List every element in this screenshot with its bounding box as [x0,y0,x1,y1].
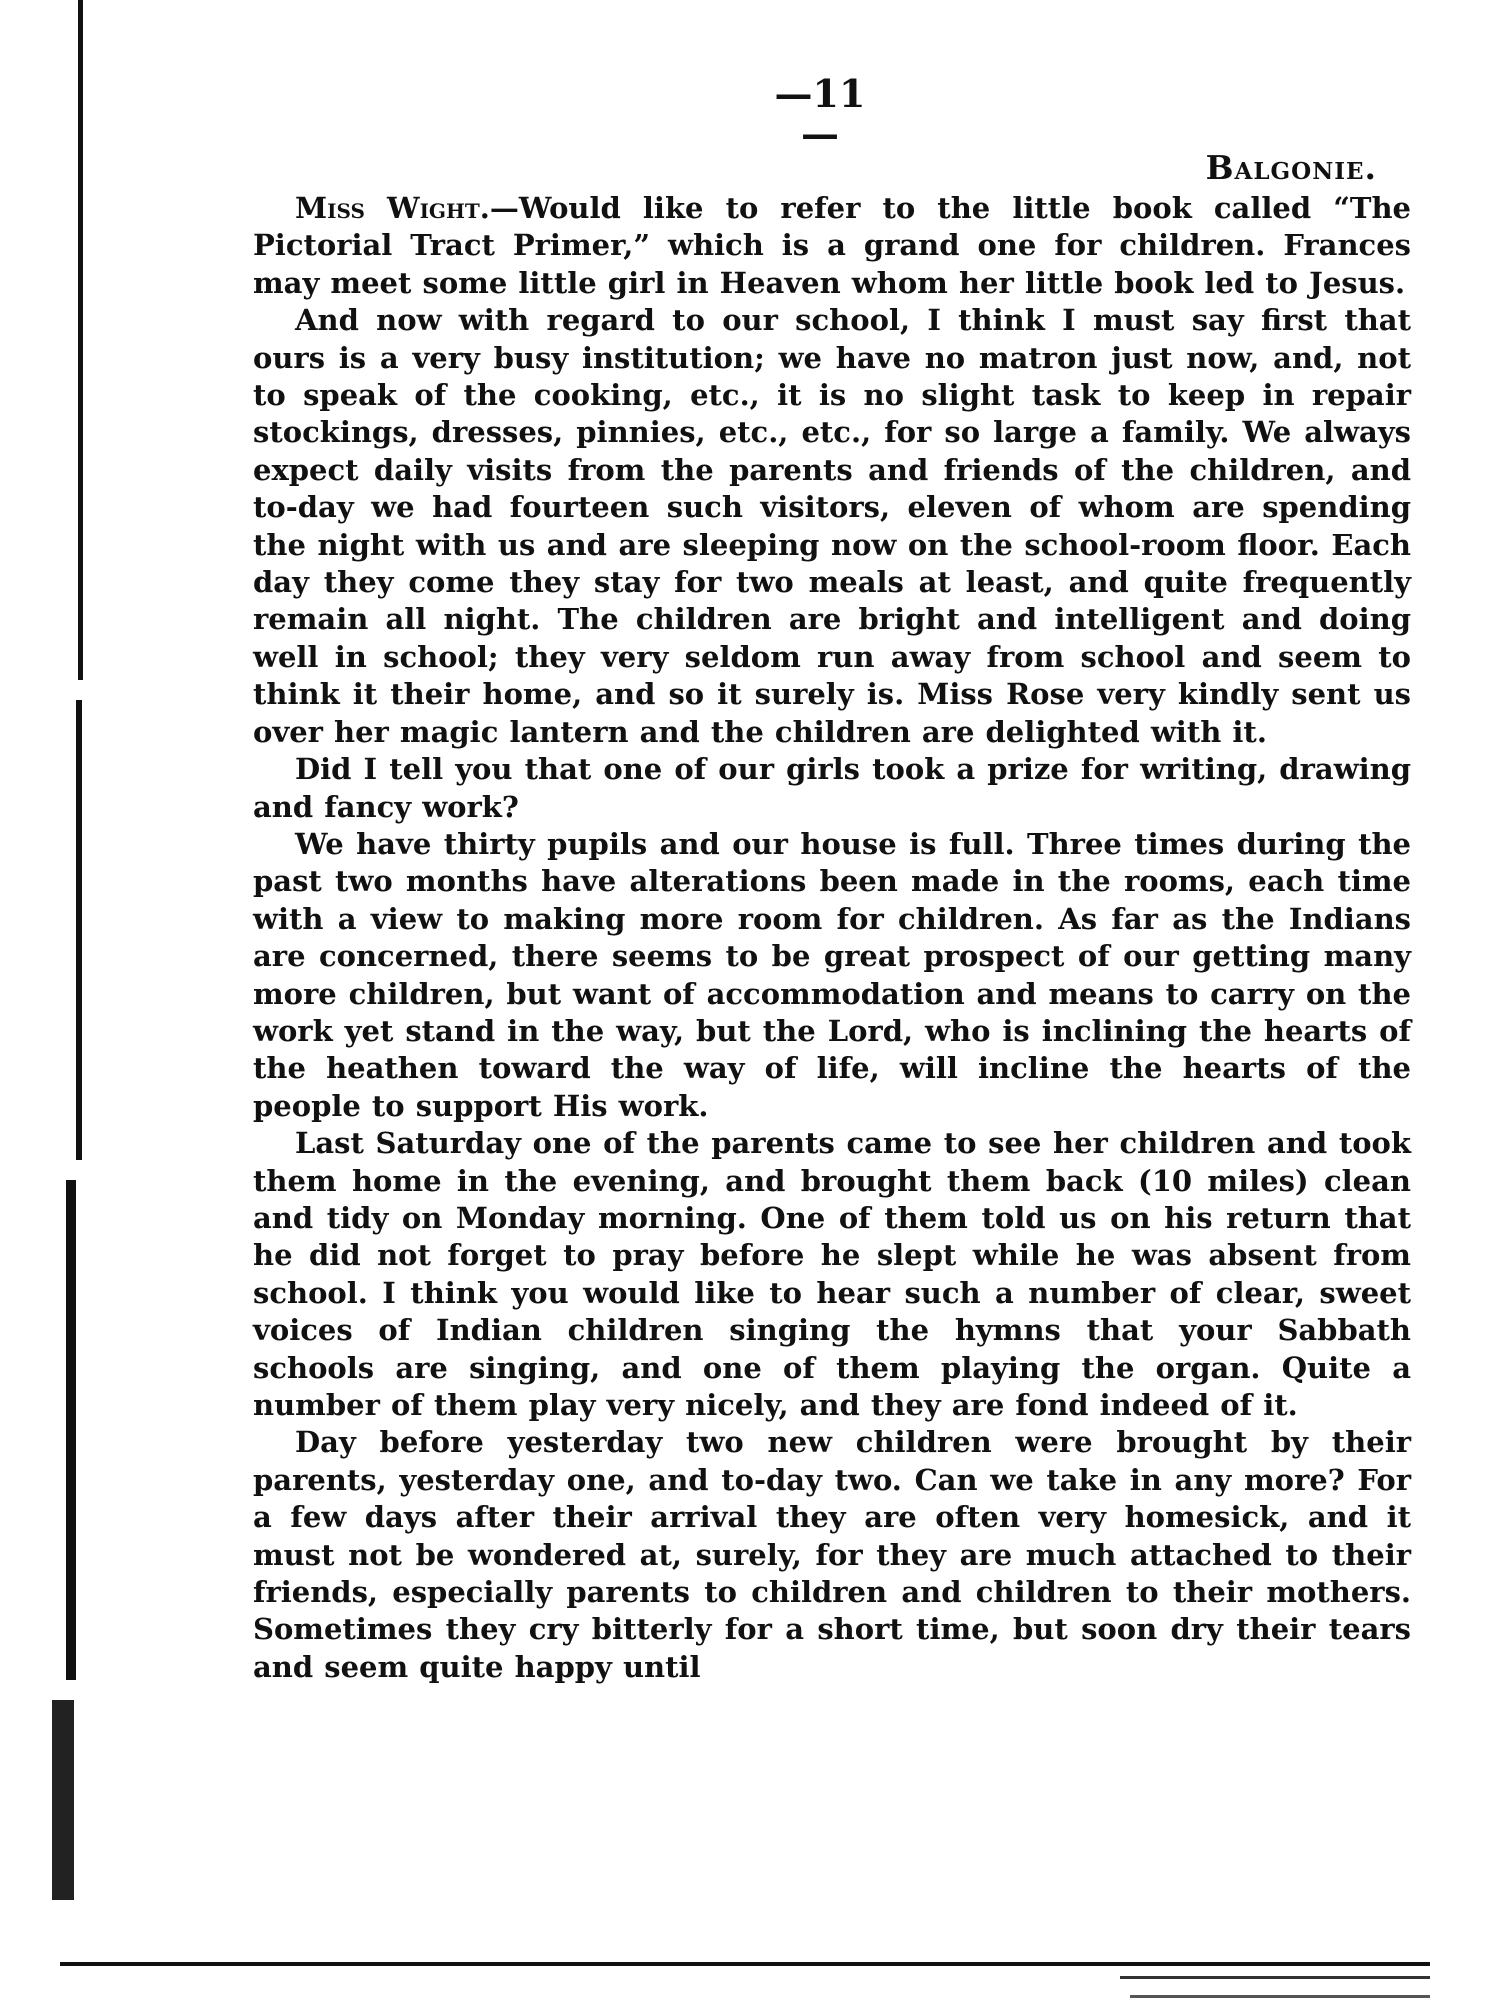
article-body [253,190,1411,1686]
paragraph-text: Last Saturday one of the parents came to see her children and took them home in the evening, and brought them back (10 miles) clean and tidy on Monday morning. One of them told us on his return that he did not forget to pray before he slept while he was absent from school. I think you would like to hear such a number of clear, sweet voices of Indian children singing the hymns that your Sabbath schools are singing, and one of them playing the organ. Quite a number of them play very nicely, and they are fond indeed of it. [253,1126,1411,1422]
paragraph [253,1125,1411,1424]
paragraph [253,1424,1411,1686]
binding-edge-line [66,1180,76,1680]
paragraph-text: We have thirty pupils and our house is full. Three times during the past two months have alterations been made in the rooms, each time with a view to making more room for children. As far as the Indians are concerned, there seems to be great prospect of our getting many more children, but want of accommodation and means to carry on the work yet stand in the way, but the Lord, who is inclining the hearts of the heathen toward the way of life, will incline the hearts of the people to support His work. [253,826,1411,1123]
binding-edge-line [52,1700,74,1900]
paragraph [253,190,1411,302]
paragraph [253,826,1411,1125]
bottom-rule-line [1130,1995,1430,1998]
page-number: —11— [774,71,866,156]
binding-edge-line [78,0,83,680]
paragraph [253,302,1411,751]
speaker-name: Miss Wight. [295,191,490,225]
bottom-rule-line [60,1962,1430,1966]
paragraph-text: Did I tell you that one of our girls took a prize for writing, drawing and fancy work? [253,752,1411,824]
paragraph-text: —Would like to refer to the little book called “The Pictorial Tract Primer,” which is a grand one for children. Frances may meet some little girl in Heaven whom her little book led to Jesus. [253,191,1411,300]
section-heading: Balgonie. [1205,148,1377,187]
paragraph-text: And now with regard to our school, I think I must say first that ours is a very busy institution; we have no matron just now, and, not to speak of the cooking, etc., it is no slight task to keep in repair stockings, dresses, pinnies, etc., etc., for so large a family. We always expect daily visits from the parents and friends of the children, and to-day we had fourteen such visitors, eleven of whom are spending the night with us and are sleeping now on the school-room floor. Each day they come they stay for two meals at least, and quite frequently remain all night. The children are bright and intelligent and doing well in school; they very seldom run away from school and seem to think it their home, and so it surely is. Miss Rose very kindly sent us over her magic lantern and the children are delighted with it. [253,303,1411,749]
bottom-rule-line [1120,1976,1430,1979]
binding-edge-line [76,700,82,1160]
paragraph-text: Day before yesterday two new children were brought by their parents, yesterday one, and to-day two. Can we take in any more? For a few days after their arrival they are often very homesick, and it must not be wondered at, surely, for they are much attached to their friends, especially parents to children and children to their mothers. Sometimes they cry bitterly for a short time, but soon dry their tears and seem quite happy until [253,1425,1411,1684]
paragraph [253,751,1411,826]
